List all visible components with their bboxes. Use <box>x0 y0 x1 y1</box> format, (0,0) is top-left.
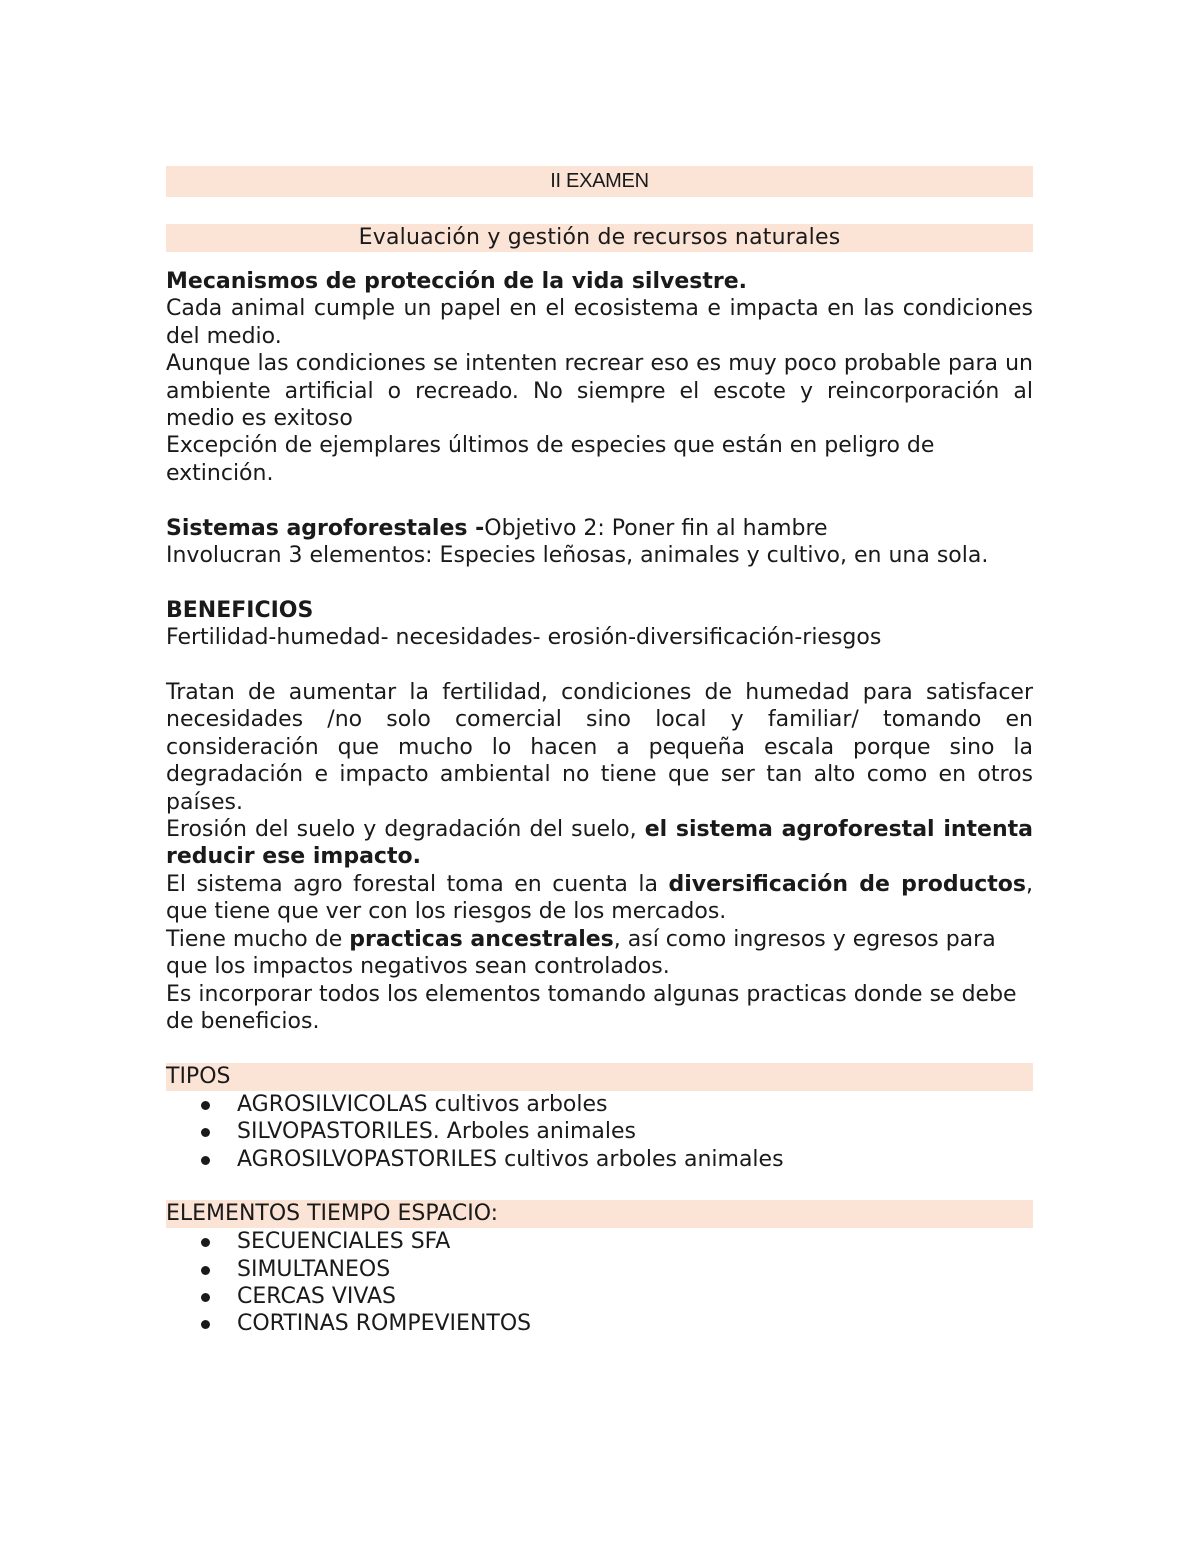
benefits-paragraph-2-text: Erosión del suelo y degradación del suelo, <box>166 817 645 843</box>
benefits-paragraph-2 <box>166 816 1033 871</box>
wildlife-paragraph-2: Aunque las condiciones se intenten recrear eso es muy poco probable para un ambiente artificial o recreado. No siempre el escote y reincorporación al medio es exitoso <box>166 351 1033 432</box>
benefits-paragraph-4-tail: , así como ingresos y egresos para que los impactos negativos sean controlados. <box>166 926 996 980</box>
list-item-text: SIMULTANEOS <box>237 1256 391 1282</box>
list-item <box>166 1118 1033 1145</box>
exam-title: II EXAMEN <box>166 166 1033 197</box>
list-item <box>166 1091 1033 1118</box>
agroforestry-heading-bold: Sistemas agroforestales - <box>166 515 485 541</box>
bullet-icon <box>201 1320 210 1329</box>
wildlife-paragraph-3: Excepción de ejemplares últimos de especies que están en peligro de extinción. <box>166 433 935 486</box>
tipos-list <box>166 1091 1033 1173</box>
bullet-icon <box>201 1128 210 1137</box>
benefits-summary: Fertilidad-humedad- necesidades- erosión-diversificación-riesgos <box>166 625 882 651</box>
benefits-paragraph-3-bold: diversificación de productos <box>668 871 1026 897</box>
document-page <box>166 166 1033 1338</box>
bullet-icon <box>201 1266 210 1275</box>
benefits-paragraph-1: Tratan de aumentar la fertilidad, condiciones de humedad para satisfacer necesidades /no solo comercial sino local y familiar/ tomando en consideración que mucho lo hacen a pequeña escala porque sino la degradación e impacto ambiental no tiene que ser tan alto como en otros países. <box>166 680 1033 815</box>
benefits-paragraph-3 <box>166 871 1033 926</box>
list-item-text: CORTINAS ROMPEVIENTOS <box>237 1311 532 1337</box>
benefits-paragraph-2-bold: el sistema agroforestal intenta reducir ese impacto. <box>166 817 1033 870</box>
list-item <box>166 1228 1033 1255</box>
benefits-paragraph-5: Es incorporar todos los elementos tomando algunas practicas donde se debe de beneficios. <box>166 981 1017 1034</box>
benefits-paragraph-4-text: Tiene mucho de <box>166 926 350 952</box>
section-heading-agroforestry <box>166 515 1033 542</box>
benefits-paragraph-3-tail: , que tiene que ver con los riesgos de los mercados. <box>166 871 1033 925</box>
wildlife-paragraph-1: Cada animal cumple un papel en el ecosistema e impacta en las condiciones del medio. <box>166 296 1033 349</box>
list-item <box>166 1146 1033 1173</box>
list-item-text: SECUENCIALES SFA <box>237 1229 451 1255</box>
benefits-heading: BENEFICIOS <box>166 597 314 623</box>
elementos-heading: ELEMENTOS TIEMPO ESPACIO: <box>166 1200 1033 1228</box>
benefits-paragraph-3-text: El sistema agro forestal toma en cuenta la <box>166 871 669 897</box>
list-item <box>166 1256 1033 1283</box>
benefits-paragraph-4-bold: practicas ancestrales <box>349 926 614 952</box>
subject-title: Evaluación y gestión de recursos naturales <box>166 224 1033 252</box>
benefits-paragraph-4 <box>166 926 1033 981</box>
bullet-icon <box>201 1238 210 1247</box>
agroforestry-heading-objective: Objetivo 2: Poner fin al hambre <box>484 515 828 541</box>
list-item-text: SILVOPASTORILES. Arboles animales <box>237 1119 636 1145</box>
elementos-list <box>166 1228 1033 1338</box>
list-item-text: AGROSILVOPASTORILES cultivos arboles animales <box>237 1146 784 1172</box>
list-item-text: AGROSILVICOLAS cultivos arboles <box>237 1091 608 1117</box>
list-item <box>166 1283 1033 1310</box>
agroforestry-paragraph-1: Involucran 3 elementos: Especies leñosas, animales y cultivo, en una sola. <box>166 543 989 569</box>
tipos-heading: TIPOS <box>166 1063 1033 1091</box>
bullet-icon <box>201 1101 210 1110</box>
section-heading-wildlife: Mecanismos de protección de la vida silvestre. <box>166 269 748 294</box>
bullet-icon <box>201 1293 210 1302</box>
list-item-text: CERCAS VIVAS <box>237 1284 397 1310</box>
bullet-icon <box>201 1156 210 1165</box>
list-item <box>166 1310 1033 1337</box>
